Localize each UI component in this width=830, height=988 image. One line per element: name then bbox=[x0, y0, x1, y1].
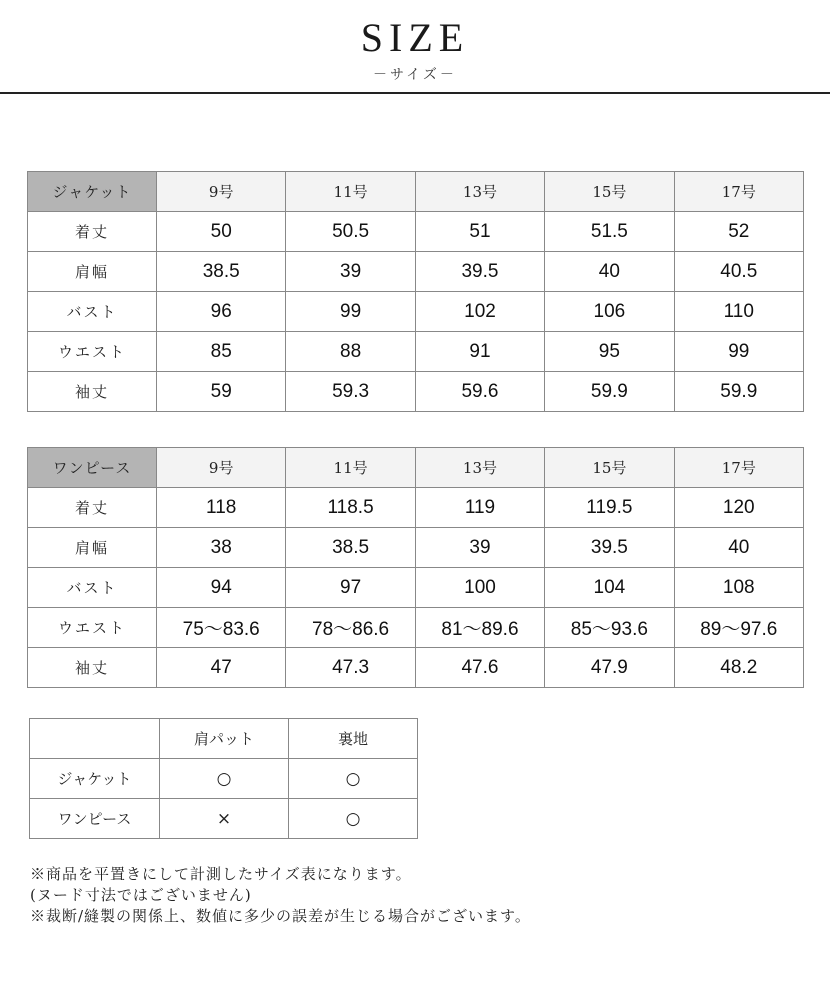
size-header: 17号 bbox=[674, 448, 803, 488]
note-line: ※商品を平置きにして計測したサイズ表になります。 bbox=[30, 865, 412, 883]
row-label: バスト bbox=[28, 292, 157, 332]
table-cell: 78～86.6 bbox=[286, 608, 415, 648]
size-header: 15号 bbox=[545, 448, 674, 488]
table-row bbox=[28, 332, 804, 372]
table-cell: ○ bbox=[160, 759, 289, 799]
table-cell: 47.3 bbox=[286, 648, 415, 688]
table-cell: 99 bbox=[286, 292, 415, 332]
table-cell: 85 bbox=[157, 332, 286, 372]
table-cell: 59.9 bbox=[545, 372, 674, 412]
table-cell: 94 bbox=[157, 568, 286, 608]
row-label: 肩幅 bbox=[28, 252, 157, 292]
table-row bbox=[28, 292, 804, 332]
row-label: 袖丈 bbox=[28, 648, 157, 688]
table-cell: 50.5 bbox=[286, 212, 415, 252]
row-label: ウエスト bbox=[28, 332, 157, 372]
table-row bbox=[28, 648, 804, 688]
table-cell: 119 bbox=[415, 488, 544, 528]
table-cell: 48.2 bbox=[674, 648, 803, 688]
table-cell: 110 bbox=[674, 292, 803, 332]
table-cell: 38.5 bbox=[157, 252, 286, 292]
table-corner-label: ジャケット bbox=[28, 172, 157, 212]
table-cell: 59.9 bbox=[674, 372, 803, 412]
table-cell: 119.5 bbox=[545, 488, 674, 528]
table-cell: 51.5 bbox=[545, 212, 674, 252]
table-row bbox=[28, 372, 804, 412]
table-cell: 51 bbox=[415, 212, 544, 252]
table-corner-label: ワンピース bbox=[28, 448, 157, 488]
table-cell: 40.5 bbox=[674, 252, 803, 292]
table-row bbox=[30, 799, 418, 839]
table-cell: 88 bbox=[286, 332, 415, 372]
table-cell: 120 bbox=[674, 488, 803, 528]
table-header-row bbox=[28, 448, 804, 488]
row-label: 肩幅 bbox=[28, 528, 157, 568]
table-cell: 91 bbox=[415, 332, 544, 372]
size-header: 11号 bbox=[286, 448, 415, 488]
row-label: ジャケット bbox=[30, 759, 160, 799]
table-cell: 85～93.6 bbox=[545, 608, 674, 648]
table-row bbox=[28, 252, 804, 292]
size-header: 9号 bbox=[157, 172, 286, 212]
table-cell: 118 bbox=[157, 488, 286, 528]
table-cell: 47 bbox=[157, 648, 286, 688]
table-cell: 75～83.6 bbox=[157, 608, 286, 648]
size-header: 13号 bbox=[415, 172, 544, 212]
feature-header: 裏地 bbox=[289, 719, 418, 759]
table-cell: 108 bbox=[674, 568, 803, 608]
table-cell: 39 bbox=[286, 252, 415, 292]
table-row bbox=[28, 528, 804, 568]
table-cell: 96 bbox=[157, 292, 286, 332]
note-line: (ヌード寸法ではございません) bbox=[30, 886, 252, 904]
row-label: ウエスト bbox=[28, 608, 157, 648]
table-row bbox=[28, 608, 804, 648]
row-label: 袖丈 bbox=[28, 372, 157, 412]
table-cell: 39 bbox=[415, 528, 544, 568]
table-cell: 104 bbox=[545, 568, 674, 608]
table-cell: 40 bbox=[545, 252, 674, 292]
table-row bbox=[28, 488, 804, 528]
size-header: 9号 bbox=[157, 448, 286, 488]
size-header: 15号 bbox=[545, 172, 674, 212]
size-header: 17号 bbox=[674, 172, 803, 212]
table-cell: 50 bbox=[157, 212, 286, 252]
table-cell: 102 bbox=[415, 292, 544, 332]
row-label: バスト bbox=[28, 568, 157, 608]
jacket-size-table bbox=[27, 171, 804, 412]
table-cell: 52 bbox=[674, 212, 803, 252]
table-cell: 59.3 bbox=[286, 372, 415, 412]
table-cell: 97 bbox=[286, 568, 415, 608]
table-cell: × bbox=[160, 799, 289, 839]
table-cell: ○ bbox=[289, 759, 418, 799]
table-row bbox=[28, 568, 804, 608]
row-label: 着丈 bbox=[28, 212, 157, 252]
table-cell: 100 bbox=[415, 568, 544, 608]
table-cell: 40 bbox=[674, 528, 803, 568]
table-header-row bbox=[30, 719, 418, 759]
table-cell: 89～97.6 bbox=[674, 608, 803, 648]
onepiece-size-table bbox=[27, 447, 804, 688]
feature-header: 肩パット bbox=[160, 719, 289, 759]
page-title: SIZE bbox=[360, 15, 470, 60]
row-label: 着丈 bbox=[28, 488, 157, 528]
table-cell: 38 bbox=[157, 528, 286, 568]
table-cell: 118.5 bbox=[286, 488, 415, 528]
table-cell: 99 bbox=[674, 332, 803, 372]
note-line: ※裁断/縫製の関係上、数値に多少の誤差が生じる場合がございます。 bbox=[30, 907, 531, 925]
table-corner-empty bbox=[30, 719, 160, 759]
page-subtitle: －サイズ－ bbox=[373, 67, 457, 83]
table-row bbox=[28, 212, 804, 252]
table-cell: 59 bbox=[157, 372, 286, 412]
feature-table bbox=[29, 718, 418, 839]
table-cell: ○ bbox=[289, 799, 418, 839]
table-cell: 47.9 bbox=[545, 648, 674, 688]
table-cell: 106 bbox=[545, 292, 674, 332]
size-header: 13号 bbox=[415, 448, 544, 488]
table-cell: 39.5 bbox=[545, 528, 674, 568]
table-cell: 81～89.6 bbox=[415, 608, 544, 648]
table-cell: 38.5 bbox=[286, 528, 415, 568]
row-label: ワンピース bbox=[30, 799, 160, 839]
table-header-row bbox=[28, 172, 804, 212]
table-cell: 95 bbox=[545, 332, 674, 372]
notes bbox=[30, 864, 810, 927]
table-cell: 39.5 bbox=[415, 252, 544, 292]
table-cell: 47.6 bbox=[415, 648, 544, 688]
table-cell: 59.6 bbox=[415, 372, 544, 412]
size-header: 11号 bbox=[286, 172, 415, 212]
table-row bbox=[30, 759, 418, 799]
header-divider bbox=[0, 92, 830, 94]
